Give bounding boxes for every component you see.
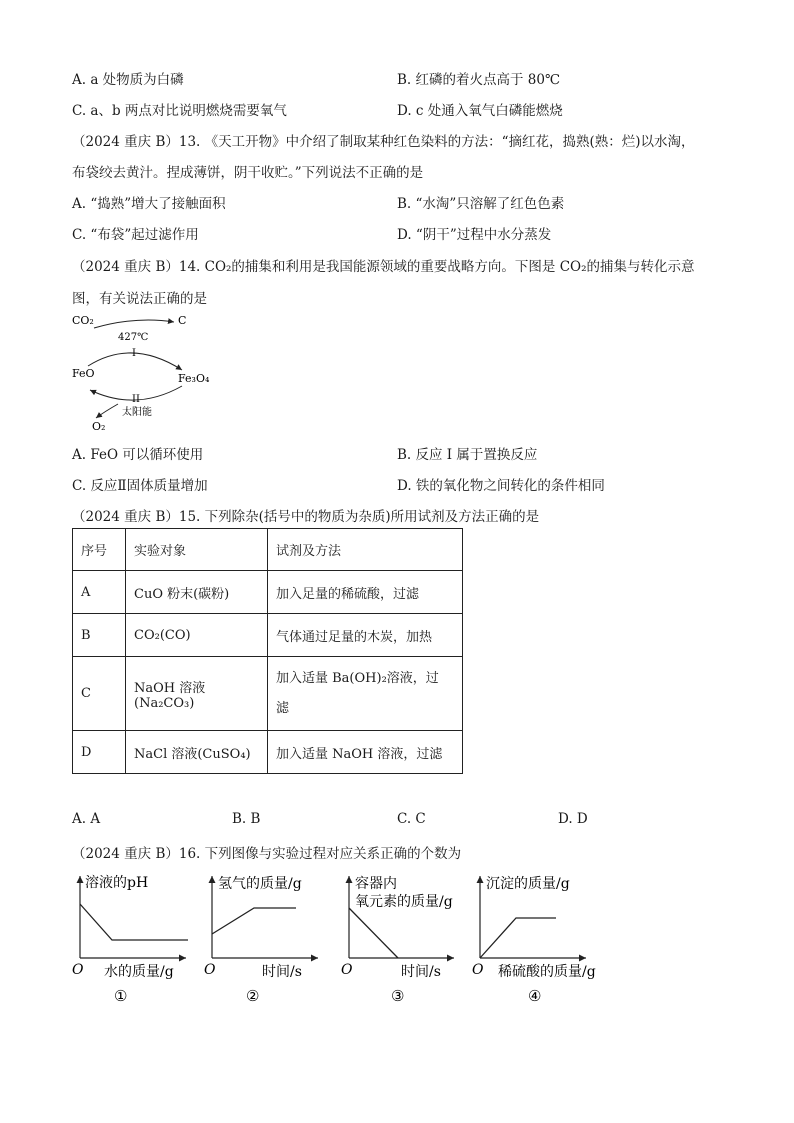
q15-option-b: B. B <box>232 811 261 827</box>
table-cell-method: 加入适量 NaOH 溶液，过滤 <box>268 731 463 774</box>
arrow-co2-to-c <box>94 320 174 328</box>
graph-3-ylabel-line2: 氧元素的质量/g <box>355 894 453 910</box>
table-header-cell: 序号 <box>73 529 126 571</box>
table-cell-method-line1: 加入适量 Ba(OH)₂溶液，过 <box>276 670 439 686</box>
graph-3-number: ③ <box>391 987 405 1005</box>
q12-option-c: C. a、b 两点对比说明燃烧需要氧气 <box>72 103 287 119</box>
graph-3-curve <box>349 908 398 958</box>
graph-1-ylabel: 溶液的pH <box>85 875 149 891</box>
q14-option-d: D. 铁的氧化物之间转化的条件相同 <box>397 478 605 494</box>
graph-3 <box>341 875 454 1005</box>
table-cell-method-line2: 滤 <box>276 700 290 716</box>
diagram-co2: CO₂ <box>72 314 94 327</box>
table-row <box>73 614 463 657</box>
graph-1-origin: O <box>72 962 84 978</box>
q14-option-a: A. FeO 可以循环使用 <box>72 447 204 463</box>
q13-option-b: B. “水淘”只溶解了红色色素 <box>397 196 565 212</box>
q16-stem: （2024 重庆 B）16. 下列图像与实验过程对应关系正确的个数为 <box>72 846 462 862</box>
graph-4 <box>472 876 596 1005</box>
table-cell-id: D <box>73 731 126 774</box>
table-cell-id: C <box>73 657 126 731</box>
graph-3-ylabel-line1: 容器内 <box>355 876 397 892</box>
q14-option-c: C. 反应Ⅱ固体质量增加 <box>72 478 208 494</box>
q12-option-b: B. 红磷的着火点高于 80℃ <box>397 72 561 88</box>
diagram-reaction2: II <box>132 394 140 405</box>
graph-4-xlabel: 稀硫酸的质量/g <box>498 964 596 980</box>
table-row <box>73 657 463 731</box>
table-cell-object: NaCl 溶液(CuSO₄) <box>126 731 268 774</box>
graph-4-number: ④ <box>528 987 542 1005</box>
graph-3-xlabel: 时间/s <box>401 964 441 980</box>
graph-3-origin: O <box>341 962 353 978</box>
q12-option-a: A. a 处物质为白磷 <box>72 72 184 88</box>
q13-option-d: D. “阴干”过程中水分蒸发 <box>397 227 552 243</box>
q15-option-d: D. D <box>558 811 588 827</box>
diagram-feo: FeO <box>72 367 95 380</box>
q15-stem: （2024 重庆 B）15. 下列除杂(括号中的物质为杂质)所用试剂及方法正确的是 <box>72 509 540 525</box>
table-row <box>73 731 463 774</box>
diagram-o2: O₂ <box>92 420 106 433</box>
table-cell-object: NaOH 溶液(Na₂CO₃) <box>126 657 268 731</box>
diagram-solar: 太阳能 <box>122 407 152 418</box>
table-cell-method: 气体通过足量的木炭，加热 <box>268 614 463 657</box>
graph-4-origin: O <box>472 962 484 978</box>
q13-option-c: C. “布袋”起过滤作用 <box>72 227 199 243</box>
graph-1-xlabel: 水的质量/g <box>104 964 174 980</box>
diagram-c: C <box>178 314 187 327</box>
co2-conversion-diagram <box>66 308 226 436</box>
graph-4-curve <box>480 918 556 958</box>
graph-2-number: ② <box>246 987 260 1005</box>
table-header-cell: 试剂及方法 <box>268 529 463 571</box>
graph-2-origin: O <box>204 962 216 978</box>
arrow-to-o2 <box>96 404 118 418</box>
table-cell-id: A <box>73 571 126 614</box>
table-cell-object: CO₂(CO) <box>126 614 268 657</box>
graph-2-xlabel: 时间/s <box>262 964 302 980</box>
diagram-reaction1: I <box>132 348 136 359</box>
q13-option-a: A. “捣熟”增大了接触面积 <box>72 196 226 212</box>
table-header-cell: 实验对象 <box>126 529 268 571</box>
graph-2 <box>204 876 318 1005</box>
q13-stem-line2: 布袋绞去黄汁。捏成薄饼，阴干收贮。”下列说法不正确的是 <box>72 165 424 181</box>
graph-4-ylabel: 沉淀的质量/g <box>486 876 570 892</box>
q15-table <box>72 528 463 774</box>
graph-1-curve <box>80 904 188 940</box>
q14-option-b: B. 反应 I 属于置换反应 <box>397 447 538 463</box>
graph-2-ylabel: 氢气的质量/g <box>218 876 302 892</box>
table-cell-object: CuO 粉末(碳粉) <box>126 571 268 614</box>
q15-option-a: A. A <box>72 811 101 827</box>
table-cell-id: B <box>73 614 126 657</box>
table-row <box>73 571 463 614</box>
table-cell-method: 加入足量的稀硫酸，过滤 <box>268 571 463 614</box>
q14-stem-line1: （2024 重庆 B）14. CO₂的捕集和利用是我国能源领域的重要战略方向。下图是 CO₂的捕集与转化示意 <box>72 259 695 275</box>
graph-1 <box>72 874 188 1005</box>
graph-1-number: ① <box>114 987 128 1005</box>
q12-option-d: D. c 处通入氧气白磷能燃烧 <box>397 103 563 119</box>
diagram-temp: 427℃ <box>118 332 149 343</box>
graph-2-curve <box>212 908 296 934</box>
q13-stem-line1: （2024 重庆 B）13. 《天工开物》中介绍了制取某种红色染料的方法：“摘红花，捣熟(熟：烂)以水淘， <box>72 134 695 150</box>
table-header-row <box>73 529 463 571</box>
table-cell-method <box>268 657 463 731</box>
diagram-fe3o4: Fe₃O₄ <box>178 372 210 385</box>
q14-stem-line2: 图，有关说法正确的是 <box>72 291 207 307</box>
q16-graphs <box>68 866 608 1008</box>
q15-option-c: C. C <box>397 811 426 827</box>
